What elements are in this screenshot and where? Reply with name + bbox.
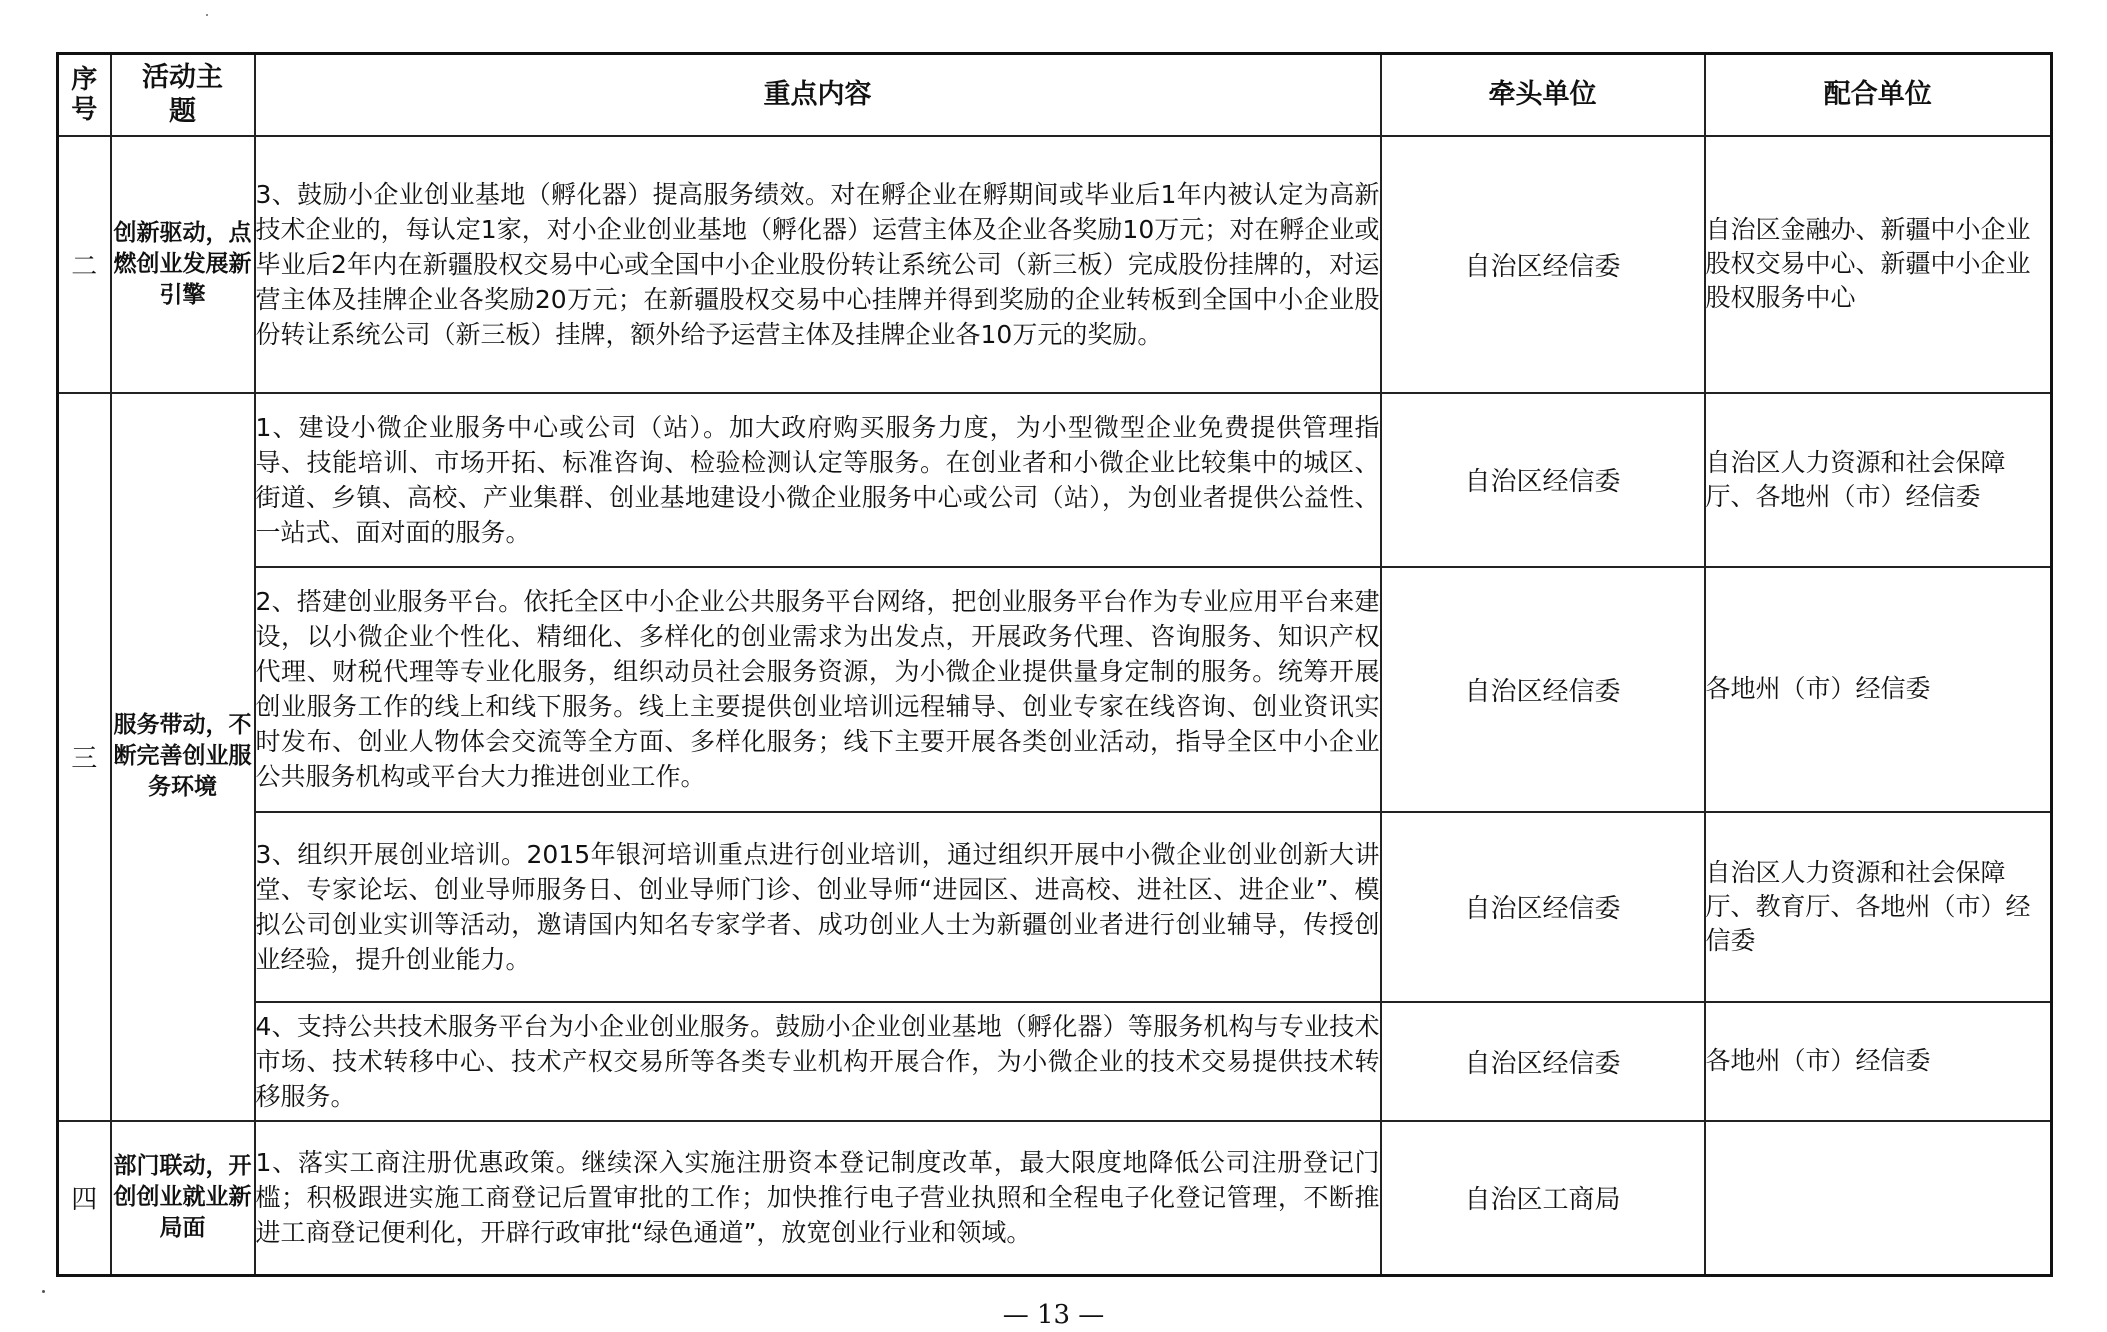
page-number: — 13 —: [1002, 1300, 1105, 1330]
table-row: [58, 136, 2052, 393]
row-number: 四: [58, 1121, 111, 1276]
coop-unit: 自治区人力资源和社会保障厅、教育厅、各地州（市）经信委: [1705, 812, 2052, 1002]
activity-theme: 服务带动，不断完善创业服务环境: [111, 393, 255, 1121]
key-content: 1、落实工商注册优惠政策。继续深入实施注册资本登记制度改革，最大限度地降低公司注册登记门槛；积极跟进实施工商登记后置审批的工作；加快推行电子营业执照和全程电子化登记管理，不断推进工商登记便利化，开辟行政审批“绿色通道”，放宽创业行业和领域。: [255, 1121, 1381, 1276]
table-row: [58, 393, 2052, 567]
lead-unit: 自治区工商局: [1381, 1121, 1705, 1276]
header-theme: 活动主题: [111, 54, 255, 136]
lead-unit: 自治区经信委: [1381, 812, 1705, 1002]
header-coop: 配合单位: [1705, 54, 2052, 136]
table-row: [58, 812, 2052, 1002]
header-content: 重点内容: [255, 54, 1381, 136]
key-content: 3、组织开展创业培训。2015年银河培训重点进行创业培训，通过组织开展中小微企业创业创新大讲堂、专家论坛、创业导师服务日、创业导师门诊、创业导师“进园区、进高校、进社区、进企业”、模拟公司创业实训等活动，邀请国内知名专家学者、成功创业人士为新疆创业者进行创业辅导，传授创业经验，提升创业能力。: [255, 812, 1381, 1002]
coop-unit: 自治区人力资源和社会保障厅、各地州（市）经信委: [1705, 393, 2052, 567]
activity-theme: 创新驱动，点燃创业发展新引擎: [111, 136, 255, 393]
coop-unit: 各地州（市）经信委: [1705, 567, 2052, 812]
table-row: [58, 567, 2052, 812]
lead-unit: 自治区经信委: [1381, 136, 1705, 393]
activity-theme: 部门联动，开创创业就业新局面: [111, 1121, 255, 1276]
lead-unit: 自治区经信委: [1381, 1002, 1705, 1121]
table-row: [58, 1121, 2052, 1276]
key-content: 4、支持公共技术服务平台为小企业创业服务。鼓励小企业创业基地（孵化器）等服务机构与专业技术市场、技术转移中心、技术产权交易所等各类专业机构开展合作，为小微企业的技术交易提供技术转移服务。: [255, 1002, 1381, 1121]
activity-table: [56, 52, 2053, 1277]
row-number: 三: [58, 393, 111, 1121]
header-lead: 牵头单位: [1381, 54, 1705, 136]
key-content: 2、搭建创业服务平台。依托全区中小企业公共服务平台网络，把创业服务平台作为专业应用平台来建设，以小微企业个性化、精细化、多样化的创业需求为出发点，开展政务代理、咨询服务、知识产权代理、财税代理等专业化服务，组织动员社会服务资源，为小微企业提供量身定制的服务。统筹开展创业服务工作的线上和线下服务。线上主要提供创业培训远程辅导、创业专家在线咨询、创业资讯实时发布、创业人物体会交流等全方面、多样化服务；线下主要开展各类创业活动，指导全区中小企业公共服务机构或平台大力推进创业工作。: [255, 567, 1381, 812]
scan-speck: [42, 1290, 45, 1293]
table-row: [58, 1002, 2052, 1121]
coop-unit: 各地州（市）经信委: [1705, 1002, 2052, 1121]
scan-speck: [206, 14, 208, 16]
coop-unit: 自治区金融办、新疆中小企业股权交易中心、新疆中小企业股权服务中心: [1705, 136, 2052, 393]
lead-unit: 自治区经信委: [1381, 393, 1705, 567]
row-number: 二: [58, 136, 111, 393]
lead-unit: 自治区经信委: [1381, 567, 1705, 812]
header-row: [58, 54, 2052, 136]
coop-unit: [1705, 1121, 2052, 1276]
key-content: 3、鼓励小企业创业基地（孵化器）提高服务绩效。对在孵企业在孵期间或毕业后1年内被认定为高新技术企业的，每认定1家，对小企业创业基地（孵化器）运营主体及企业各奖励10万元；对在孵企业或毕业后2年内在新疆股权交易中心或全国中小企业股份转让系统公司（新三板）完成股份挂牌的，对运营主体及挂牌企业各奖励20万元；在新疆股权交易中心挂牌并得到奖励的企业转板到全国中小企业股份转让系统公司（新三板）挂牌，额外给予运营主体及挂牌企业各10万元的奖励。: [255, 136, 1381, 393]
header-no: 序号: [58, 54, 111, 136]
key-content: 1、建设小微企业服务中心或公司（站）。加大政府购买服务力度，为小型微型企业免费提供管理指导、技能培训、市场开拓、标准咨询、检验检测认定等服务。在创业者和小微企业比较集中的城区、街道、乡镇、高校、产业集群、创业基地建设小微企业服务中心或公司（站），为创业者提供公益性、一站式、面对面的服务。: [255, 393, 1381, 567]
